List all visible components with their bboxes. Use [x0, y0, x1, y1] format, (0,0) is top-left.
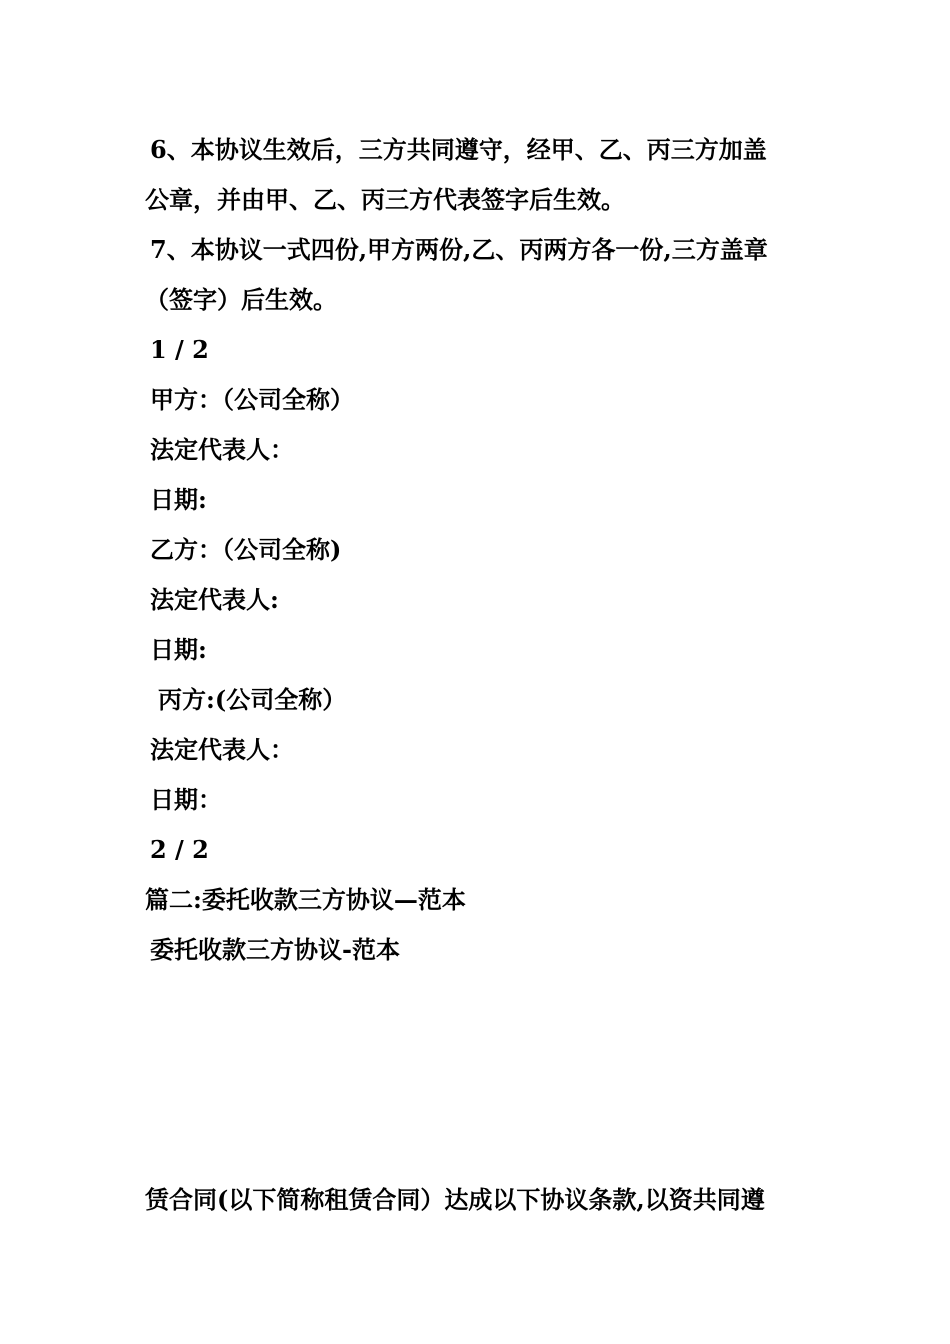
page-marker: 2 / 2: [150, 835, 209, 864]
party-c-signature-name: 丙方:(公司全称）: [158, 685, 347, 714]
page-marker: 1 / 2: [150, 335, 209, 364]
party-a-signature-name: 甲方：（公司全称）: [150, 385, 354, 414]
preamble-line-2: 赁合同(以下简称租赁合同）达成以下协议条款,以资共同遵: [145, 1185, 765, 1214]
party-a-line: [150, 985, 820, 1015]
clause-6-line-1: 6、本协议生效后，三方共同遵守，经甲、乙、丙三方加盖: [150, 135, 767, 164]
clause-6-line-2: 公章，并由甲、乙、丙三方代表签字后生效。: [145, 185, 625, 214]
section-2-title: 篇二:委托收款三方协议—范本: [145, 885, 466, 914]
party-a-legal-representative: 法定代表人：: [150, 435, 294, 464]
agreement-title: 委托收款三方协议-范本: [150, 935, 400, 964]
party-b-date: 日期:: [150, 635, 207, 664]
clause-7-line-1: 7、本协议一式四份,甲方两份,乙、丙两方各一份,三方盖章: [150, 235, 768, 264]
party-b-line: [150, 1035, 820, 1065]
preamble-line-1: [152, 1135, 808, 1165]
party-b-signature-name: 乙方：（公司全称): [150, 535, 342, 564]
party-c-legal-representative: 法定代表人：: [150, 735, 294, 764]
party-a-date: 日期:: [150, 485, 207, 514]
party-c-line: [150, 1085, 820, 1115]
party-c-date: 日期：: [150, 785, 222, 814]
party-b-legal-representative: 法定代表人:: [150, 585, 279, 614]
clause-7-line-2: （签字）后生效。: [145, 285, 337, 314]
